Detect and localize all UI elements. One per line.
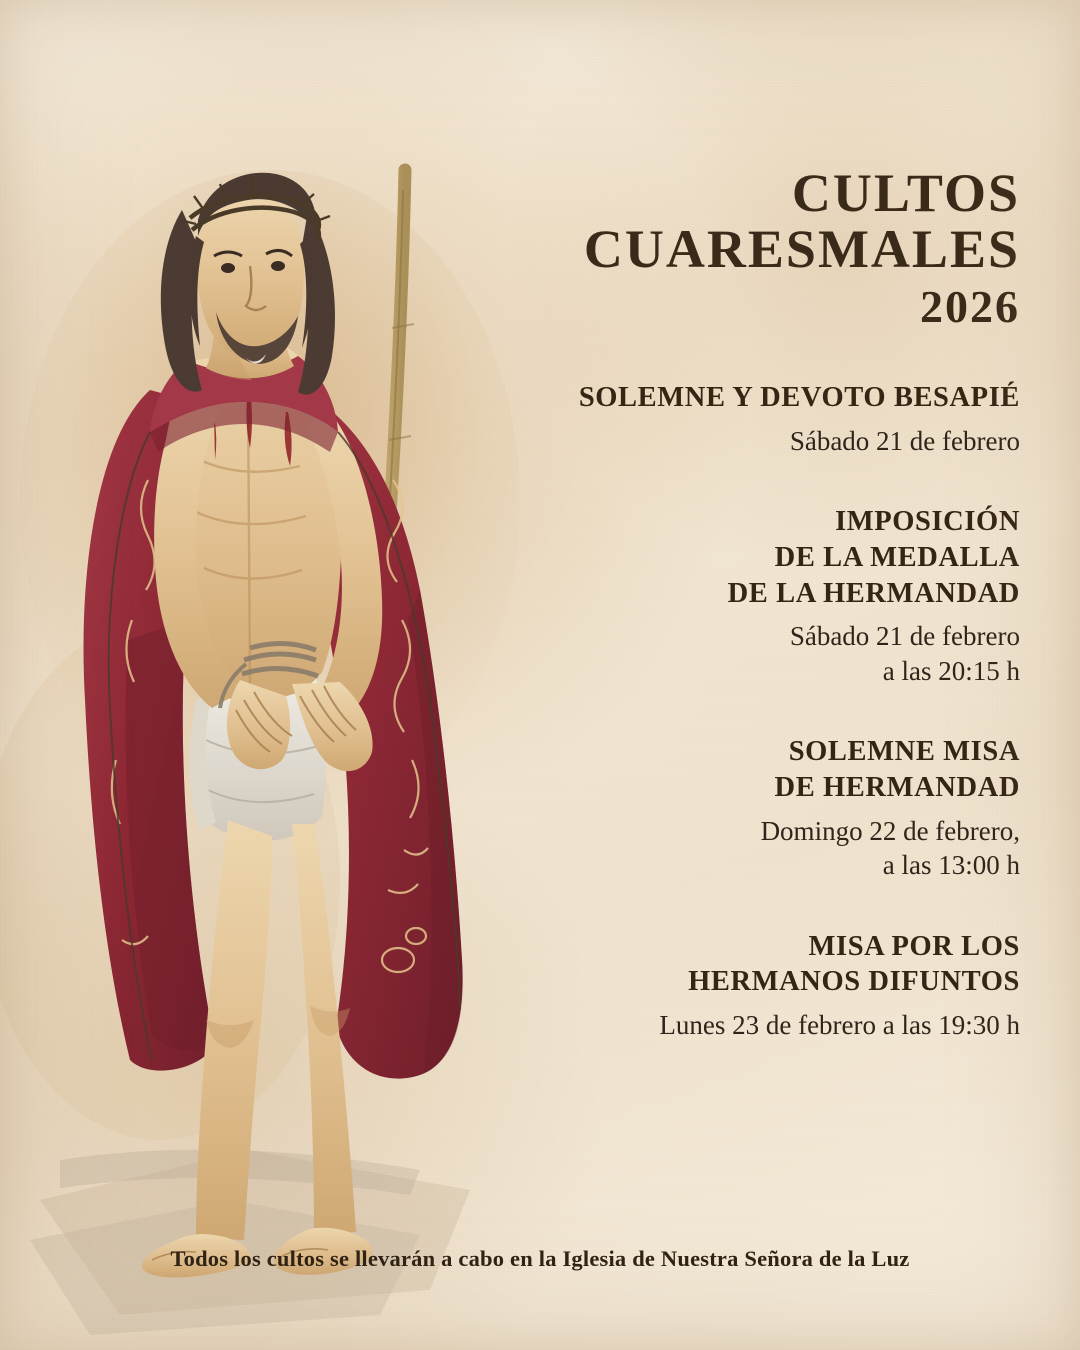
poster-title-line-1: CULTOS <box>791 163 1020 223</box>
event-imposicion-medalla-detail <box>490 619 1020 688</box>
event-imposicion-medalla-title-line-3: DE LA HERMANDAD <box>727 577 1020 609</box>
event-imposicion-medalla-detail-line-1: Sábado 21 de febrero <box>789 621 1020 652</box>
event-imposicion-medalla-title-line-2: DE LA MEDALLA <box>774 542 1020 573</box>
event-imposicion-medalla-title-line-1: IMPOSICIÓN <box>835 506 1020 538</box>
poster-title-line-2: CUARESMALES <box>583 219 1020 280</box>
event-imposicion-medalla-detail-line-2: a las 20:15 h <box>882 655 1020 686</box>
footer-note: Todos los cultos se llevarán a cabo en la Iglesia de Nuestra Señora de la Luz <box>170 1246 910 1271</box>
poster-text-column <box>490 165 1020 1042</box>
event-misa-difuntos <box>490 929 1020 1043</box>
event-misa-hermandad <box>490 734 1020 882</box>
event-misa-hermandad-detail-line-1: Domingo 22 de febrero, <box>760 815 1020 846</box>
event-misa-difuntos-title-line-1: MISA POR LOS <box>808 930 1020 962</box>
event-imposicion-medalla-title <box>490 504 1020 611</box>
event-misa-hermandad-title-line-1: SOLEMNE MISA <box>788 736 1020 768</box>
cristo-illustration <box>0 60 560 1350</box>
event-misa-difuntos-detail: Lunes 23 de febrero a las 19:30 h <box>659 1009 1020 1040</box>
event-imposicion-medalla <box>490 504 1020 688</box>
event-misa-hermandad-title <box>490 734 1020 805</box>
event-misa-hermandad-detail-line-2: a las 13:00 h <box>882 850 1020 881</box>
event-besapie-detail: Sábado 21 de febrero <box>789 425 1020 456</box>
event-misa-hermandad-title-line-2: DE HERMANDAD <box>774 771 1020 803</box>
event-besapie <box>490 380 1020 458</box>
poster-year: 2026 <box>920 281 1020 333</box>
event-misa-difuntos-title <box>490 929 1020 1000</box>
event-misa-difuntos-title-line-2: HERMANOS DIFUNTOS <box>688 966 1020 998</box>
event-misa-hermandad-detail <box>490 814 1020 883</box>
event-besapie-title: SOLEMNE Y DEVOTO BESAPIÉ <box>578 382 1020 414</box>
